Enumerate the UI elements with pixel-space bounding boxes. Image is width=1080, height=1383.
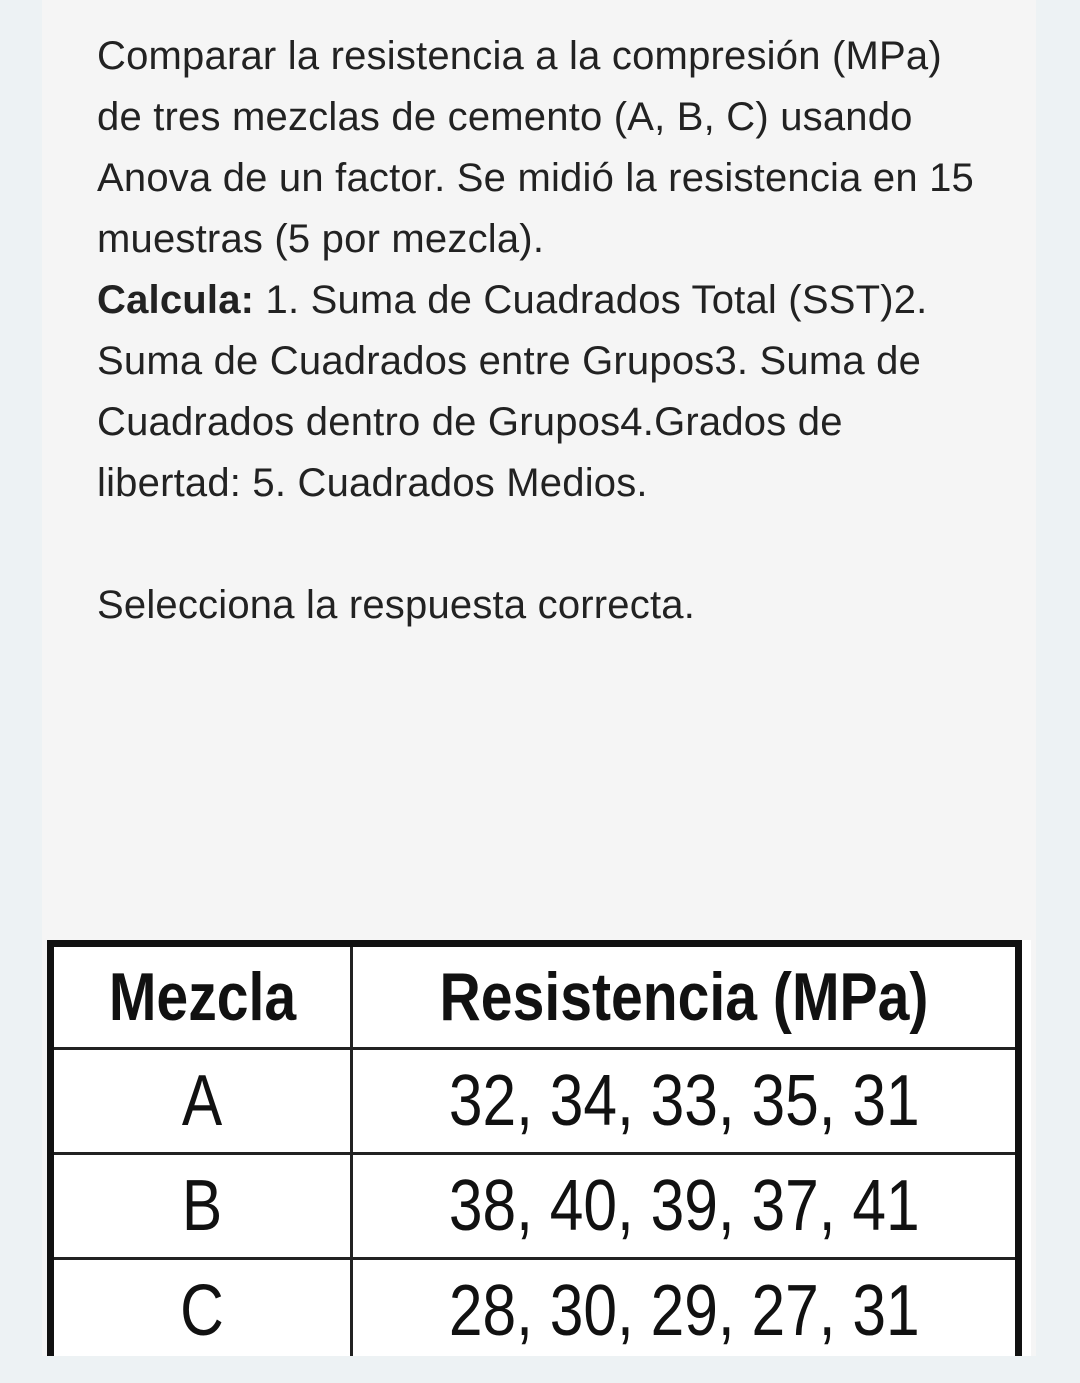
table-row	[51, 1259, 1019, 1361]
table-row	[51, 1049, 1019, 1154]
cell-resistencia-a: 32, 34, 33, 35, 31	[352, 1049, 1019, 1154]
cell-mezcla-b: B	[51, 1154, 352, 1259]
table-header-row	[51, 944, 1019, 1049]
question-text	[97, 26, 997, 636]
calc-text: 1. Suma de Cuadrados Total (SST)2. Suma de Cuadrados entre Grupos3. Suma de Cuadrados dentro de Grupos4.Grados de libertad: 5. Cuadrados Medios.	[97, 278, 928, 505]
cell-mezcla-c: C	[51, 1259, 352, 1361]
spacer	[97, 514, 997, 575]
cell-mezcla-a: A	[51, 1049, 352, 1154]
bottom-strip	[0, 1356, 1080, 1383]
calc-label: Calcula:	[97, 278, 255, 322]
header-resistencia: Resistencia (MPa)	[352, 944, 1019, 1049]
cell-resistencia-b: 38, 40, 39, 37, 41	[352, 1154, 1019, 1259]
question-calc	[97, 270, 997, 514]
table-row	[51, 1154, 1019, 1259]
data-table-image	[47, 940, 1031, 1360]
instruction-text: Selecciona la respuesta correcta.	[97, 583, 696, 627]
cell-resistencia-c: 28, 30, 29, 27, 31	[352, 1259, 1019, 1361]
header-mezcla: Mezcla	[51, 944, 352, 1049]
data-table	[47, 940, 1022, 1360]
question-intro: Comparar la resistencia a la compresión (MPa) de tres mezclas de cemento (A, B, C) usando Anova de un factor. Se midió la resistencia en 15 muestras (5 por mezcla).	[97, 34, 974, 261]
